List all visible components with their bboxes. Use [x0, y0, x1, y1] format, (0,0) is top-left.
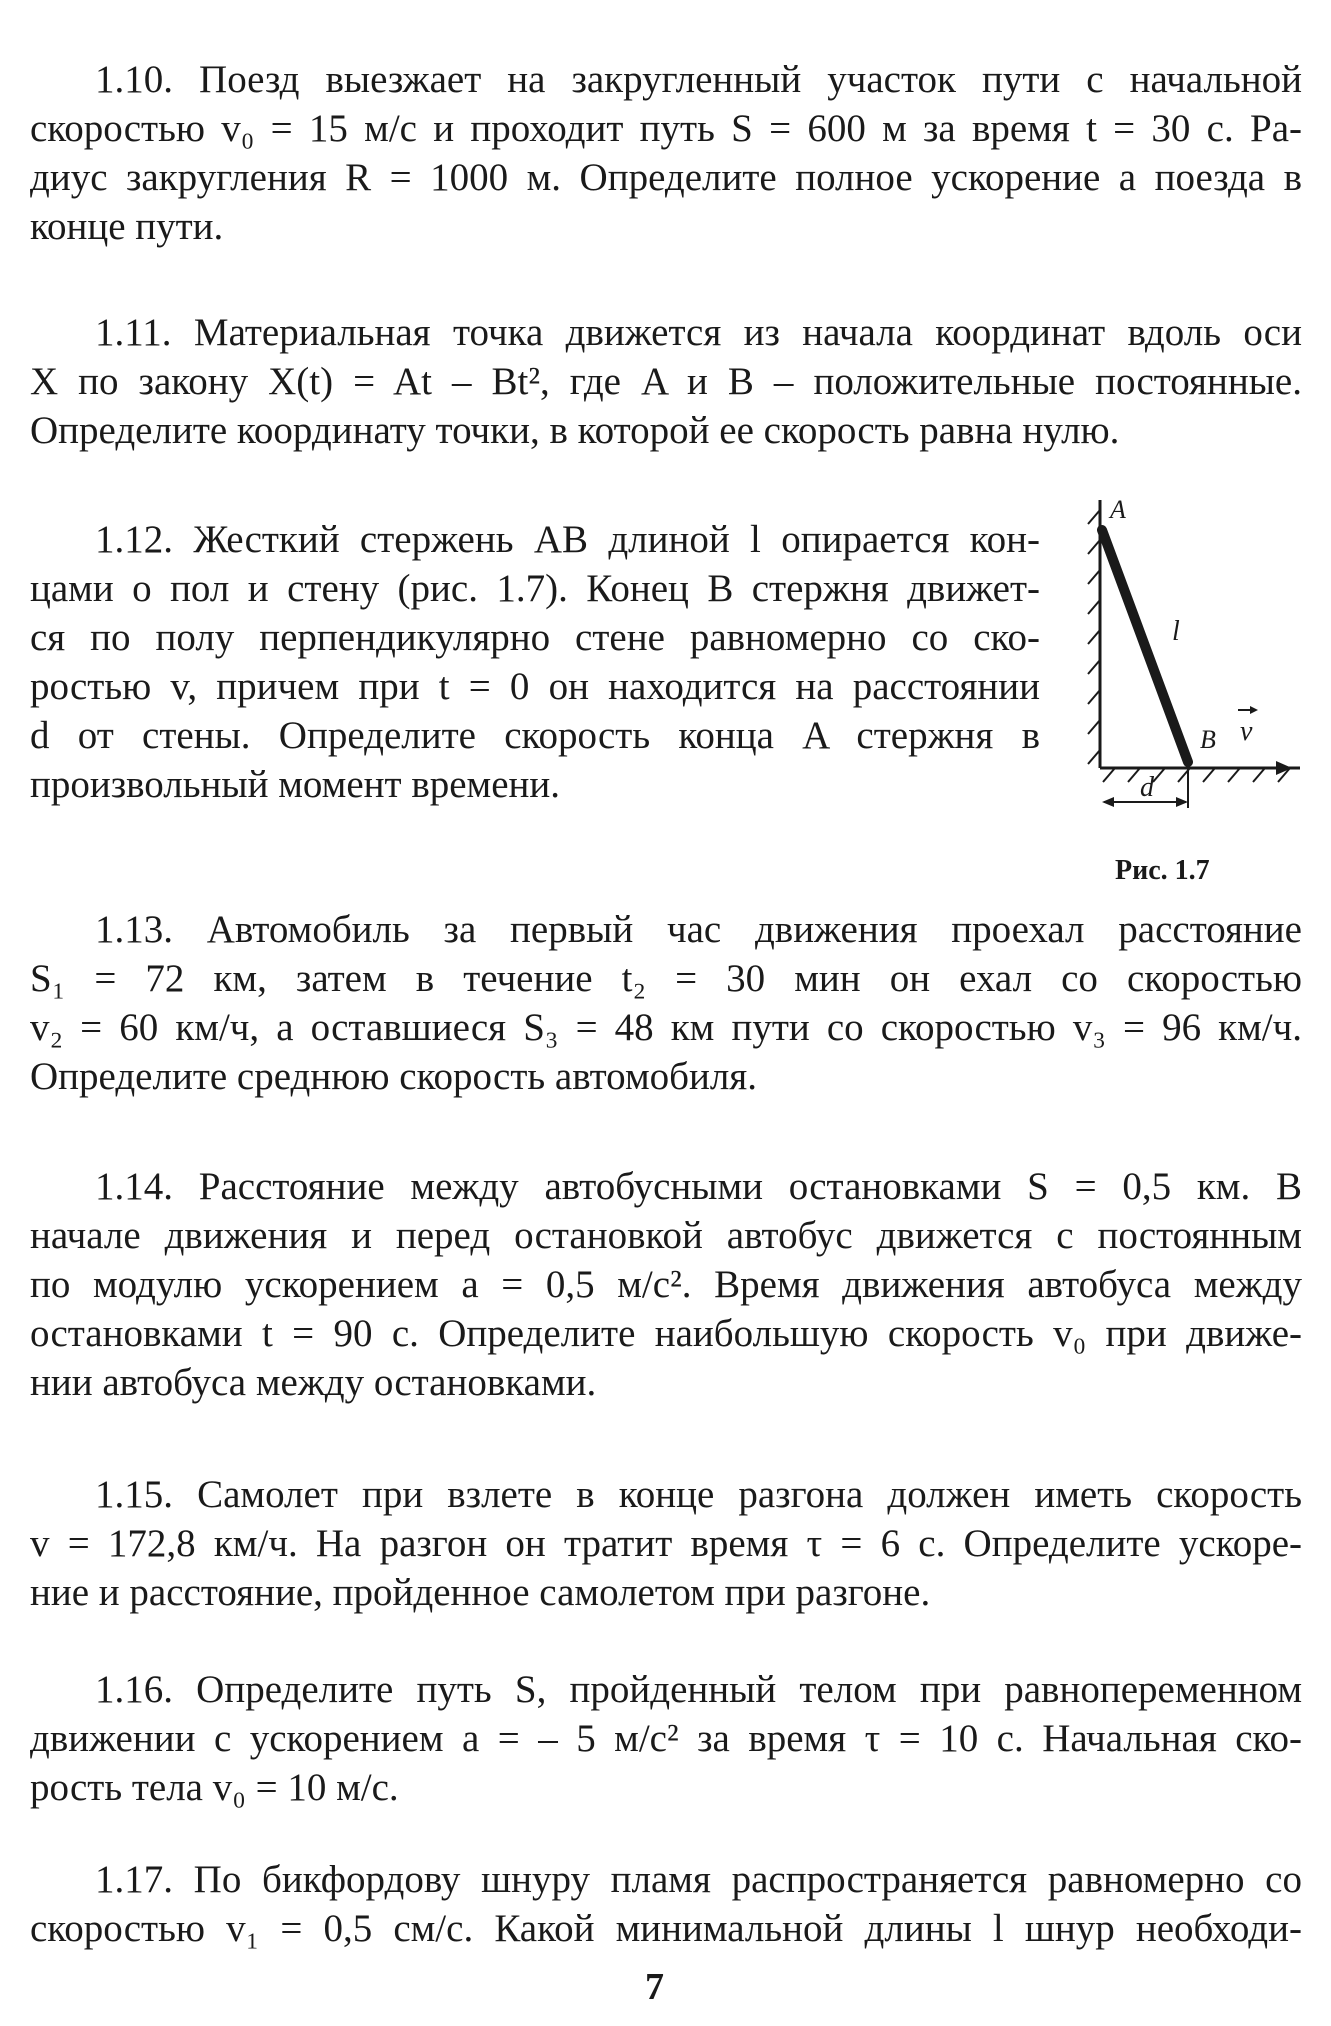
text-line: конце пути. — [30, 205, 224, 248]
text-line: по модулю ускорением a = 0,5 м/с². Время движения автобуса между — [30, 1263, 1302, 1306]
text-line: скоростью v₁ = 0,5 см/с. Какой минимальной длины l шнур необходи- — [30, 1907, 1302, 1950]
problem-1-12 — [30, 515, 1040, 809]
text-line: рость тела v₀ = 10 м/с. — [30, 1766, 399, 1809]
arrow-head — [1276, 761, 1292, 775]
text-line: X по закону X(t) = At – Bt², где A и B – положительные постоянные. — [30, 360, 1302, 403]
text-line: скоростью v₀ = 15 м/с и проходит путь S = 600 м за время t = 30 с. Ра- — [30, 107, 1302, 150]
text-line: ние и расстояние, пройденное самолетом при разгоне. — [30, 1571, 931, 1614]
text-line: Определите среднюю скорость автомобиля. — [30, 1055, 757, 1098]
text-line: 1.16. Определите путь S, пройденный телом при равнопеременном — [95, 1668, 1302, 1711]
label-d: d — [1140, 772, 1154, 803]
text-line: 1.14. Расстояние между автобусными остановками S = 0,5 км. В — [95, 1165, 1302, 1208]
text-line: 1.10. Поезд выезжает на закругленный участок пути с начальной — [95, 58, 1302, 101]
text-line: S₁ = 72 км, затем в течение t₂ = 30 мин он ехал со скоростью — [30, 957, 1302, 1000]
problem-1-16 — [30, 1665, 1302, 1812]
page-number: 7 — [645, 1966, 664, 2008]
text-line: 1.17. По бикфордову шнуру пламя распространяется равномерно со — [95, 1858, 1302, 1901]
text-line: v₂ = 60 км/ч, а оставшиеся S₃ = 48 км пути со скоростью v₃ = 96 км/ч. — [30, 1006, 1302, 1049]
label-b: B — [1200, 725, 1216, 754]
text-line: нии автобуса между остановками. — [30, 1361, 597, 1404]
text-line: цами о пол и стену (рис. 1.7). Конец B стержня движет- — [30, 567, 1040, 610]
text-line: ростью v, причем при t = 0 он находится на расстоянии — [30, 665, 1040, 708]
text-line: Определите координату точки, в которой ее скорость равна нулю. — [30, 409, 1120, 452]
text-line: остановками t = 90 с. Определите наибольшую скорость v₀ при движе- — [30, 1312, 1302, 1355]
dimension-arrow-left — [1102, 797, 1114, 807]
label-v: v — [1240, 716, 1253, 747]
label-a: A — [1110, 495, 1126, 524]
text-line: d от стены. Определите скорость конца A стержня в — [30, 714, 1040, 757]
problem-1-17 — [30, 1855, 1302, 1953]
text-line: 1.15. Самолет при взлете в конце разгона должен иметь скорость — [95, 1473, 1302, 1516]
text-line: начале движения и перед остановкой автобус движется с постоянным — [30, 1214, 1302, 1257]
text-line: ся по полу перпендикулярно стене равномерно со ско- — [30, 616, 1040, 659]
text-line: диус закругления R = 1000 м. Определите полное ускорение a поезда в — [30, 156, 1302, 199]
text-line: движении с ускорением a = – 5 м/с² за время τ = 10 с. Начальная ско- — [30, 1717, 1302, 1760]
dimension-arrow-right — [1176, 797, 1188, 807]
text-line: 1.13. Автомобиль за первый час движения проехал расстояние — [95, 908, 1302, 951]
text-line: произвольный момент времени. — [30, 763, 561, 806]
problem-1-14 — [30, 1162, 1302, 1407]
problem-1-10 — [30, 55, 1302, 251]
text-line: 1.12. Жесткий стержень AB длиной l опирается кон- — [95, 518, 1040, 561]
text-line: 1.11. Материальная точка движется из начала координат вдоль оси — [95, 311, 1302, 354]
problem-1-11 — [30, 308, 1302, 455]
problem-1-13 — [30, 905, 1302, 1101]
figure-caption: Рис. 1.7 — [1115, 855, 1210, 886]
text-line: v = 172,8 км/ч. На разгон он тратит время τ = 6 с. Определите ускоре- — [30, 1522, 1302, 1565]
figure-rod — [1060, 490, 1310, 820]
label-l: l — [1172, 616, 1180, 647]
vector-bar-head — [1250, 706, 1258, 714]
floor-hatching — [1103, 768, 1290, 782]
wall-hatching — [1088, 510, 1100, 764]
problem-1-15 — [30, 1470, 1302, 1617]
